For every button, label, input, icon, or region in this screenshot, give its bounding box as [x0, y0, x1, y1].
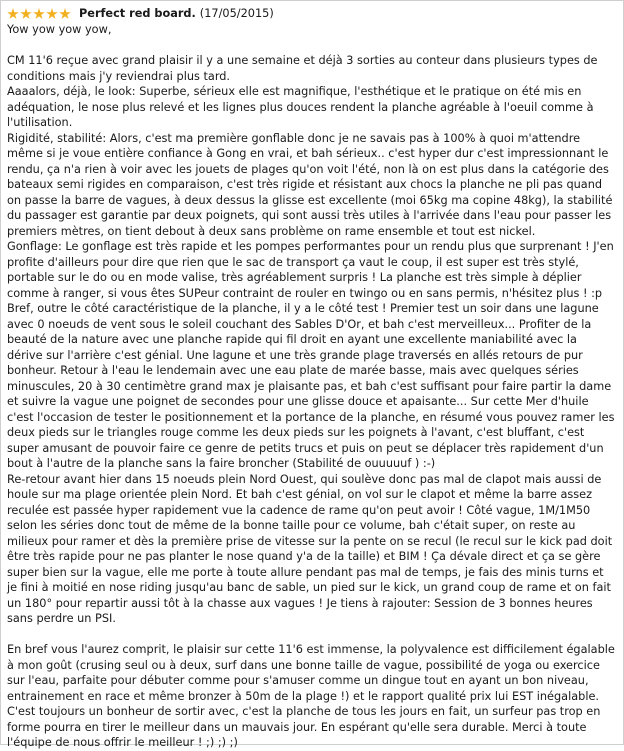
- review-paragraph: Bref, outre le côté caractéristique de la planche, il y a le côté test ! Premier test un soir dans une lagune avec 0 noeuds de vent sous le soleil couchant des Sables D'Or, et bah c'est merveilleux... Profiter de la beauté de la nature avec une planche rapide qui fil droit en ayant une excellente maniabilité avec la dérive sur l'arrière c'est génial. Une lagune et une très grande plage traversés en allés retours de pur bonheur. Retour à l'eau le lendemain avec une eau plate de marée basse, mais avec quelques séries minuscules, 20 à 30 centimètre grand max je plaisante pas, et bah c'est suffisant pour faire partir la dame et suivre la vague une poignet de secondes pour une glisse douce et apaisante... Sur cette Mer d'huile c'est l'occasion de tester le positionnement et la portance de la planche, en résumé vous pouvez ramer les deux pieds sur le triangles rouge comme les deux pieds sur les poignets à l'avant, c'est bluffant, c'est super amusant de pouvoir faire ce genre de petits trucs et puis on peut se déplacer très rapidement d'un bout à l'autre de la planche sans la faire broncher (Stabilité de ouuuuuf ) :-): [7, 302, 615, 470]
- star-rating: [7, 8, 72, 20]
- review-header: [7, 6, 615, 22]
- review-title: Perfect red board.: [79, 7, 196, 21]
- review-paragraph: Yow yow yow yow,: [7, 23, 112, 36]
- star-icon: [20, 8, 32, 20]
- star-icon: [7, 8, 19, 20]
- review-paragraph: Aaaalors, déjà, le look: Superbe, sérieux elle est magnifique, l'esthétique et le pratique on été mis en adéquation, le nose plus relevé et les lignes plus douces rendent la planche agréable à l'oeuil comme à l'utilisation.: [7, 85, 594, 129]
- blank-line: [7, 38, 615, 54]
- star-icon: [59, 8, 71, 20]
- review-paragraph: CM 11'6 reçue avec grand plaisir il y a une semaine et déjà 3 sorties au conteur dans plusieurs types de conditions mais j'y reviendrai plus tard.: [7, 54, 598, 83]
- review-paragraph: Gonflage: Le gonflage est très rapide et les pompes performantes pour un rendu plus que surprenant ! J'en profite d'ailleurs pour dire que rien que le sac de transport ça vaut le coup, il est super est très stylé, portable sur le do ou en mode valise, très agréablement surpris ! La planche est très simple à déplier comme à ranger, si vous êtes SUPeur contraint de rouler en twingo ou en sans permis, n'hésitez plus ! :p: [7, 240, 614, 300]
- review-paragraph: Re-retour avant hier dans 15 noeuds plein Nord Ouest, qui soulève donc pas mal de clapot mais aussi de houle sur ma plage orientée plein Nord. Et bah c'est génial, on vol sur le clapot et même la barre assez reculée est passée hyper rapidement vue la cadence de rame qu'on peut avoir ! Côté vague, 1M/1M50 selon les séries donc tout de même de la bonne taille pour ce volume, bah c'était super, on reste au milieux pour ramer et dès la première prise de vitesse sur la pente on se recul (le recul sur le kick pad doit être très rapide pour ne pas planter le nose quand y'a de la taille) et BIM ! Ça dévale direct et ça se gère super bien sur la vague, elle me porte à toute allure pendant pas mal de temps, je fais des minis turns et je fini à moitié en nose riding jusqu'au banc de sable, un pied sur le kick, un grand coup de rame et on fait un 180° pour repartir aussi tôt à la chasse aux vagues ! Je tiens à rajouter: Session de 3 bonnes heures sans perdre un PSI.: [7, 472, 613, 625]
- star-icon: [33, 8, 45, 20]
- review-date: (17/05/2015): [199, 7, 274, 21]
- review-paragraph: En bref vous l'aurez comprit, le plaisir sur cette 11'6 est immense, la polyvalence est difficilement égalable à mon goût (crusing seul ou à deux, surf dans une bonne taille de vague, possibilité de yoga ou exercice sur l'eau, parfaite pour débuter comme pour s'amuser comme un dingue tout en ayant un bon niveau, entrainement en race et même bronzer à 50m de la plage !) et le rapport qualité prix lui EST inégalable. C'est toujours un bonheur de sortir avec, c'est la planche de tous les jours en fait, un surfeur pas trop en forme pourra en tirer le meilleur dans un mauvais jour. En espérant qu'elle sera durable. Merci à toute l'équipe de nous offrir le meilleur ! ;) ;) ;): [7, 643, 615, 749]
- review-paragraph: Rigidité, stabilité: Alors, c'est ma première gonflable donc je ne savais pas à 100% à quoi m'attendre même si je voue entière confiance à Gong en vrai, et bah sérieux.. c'est hyper dur c'est impressionnant le rendu, ça n'a rien à voir avec les jouets de plages qu'on voit l'été, non là on est plus dans la catégorie des bateaux semi rigides en comparaison, c'est très rigide et résistant aux chocs la planche ne pli pas quand on passe la barre de vagues, à deux dessus la glisse est excellente (moi 65kg ma copine 48kg), la stabilité du passager est garantie par deux poignets, qui sont aussi très utiles à l'arrivée dans l'eau pour passer les premiers mètres, on tient debout à deux sans problème on rame ensemble et tout est nickel.: [7, 131, 613, 238]
- review-body: [7, 22, 615, 751]
- blank-line: [7, 627, 615, 643]
- star-icon: [46, 8, 58, 20]
- review-entry: [7, 6, 615, 751]
